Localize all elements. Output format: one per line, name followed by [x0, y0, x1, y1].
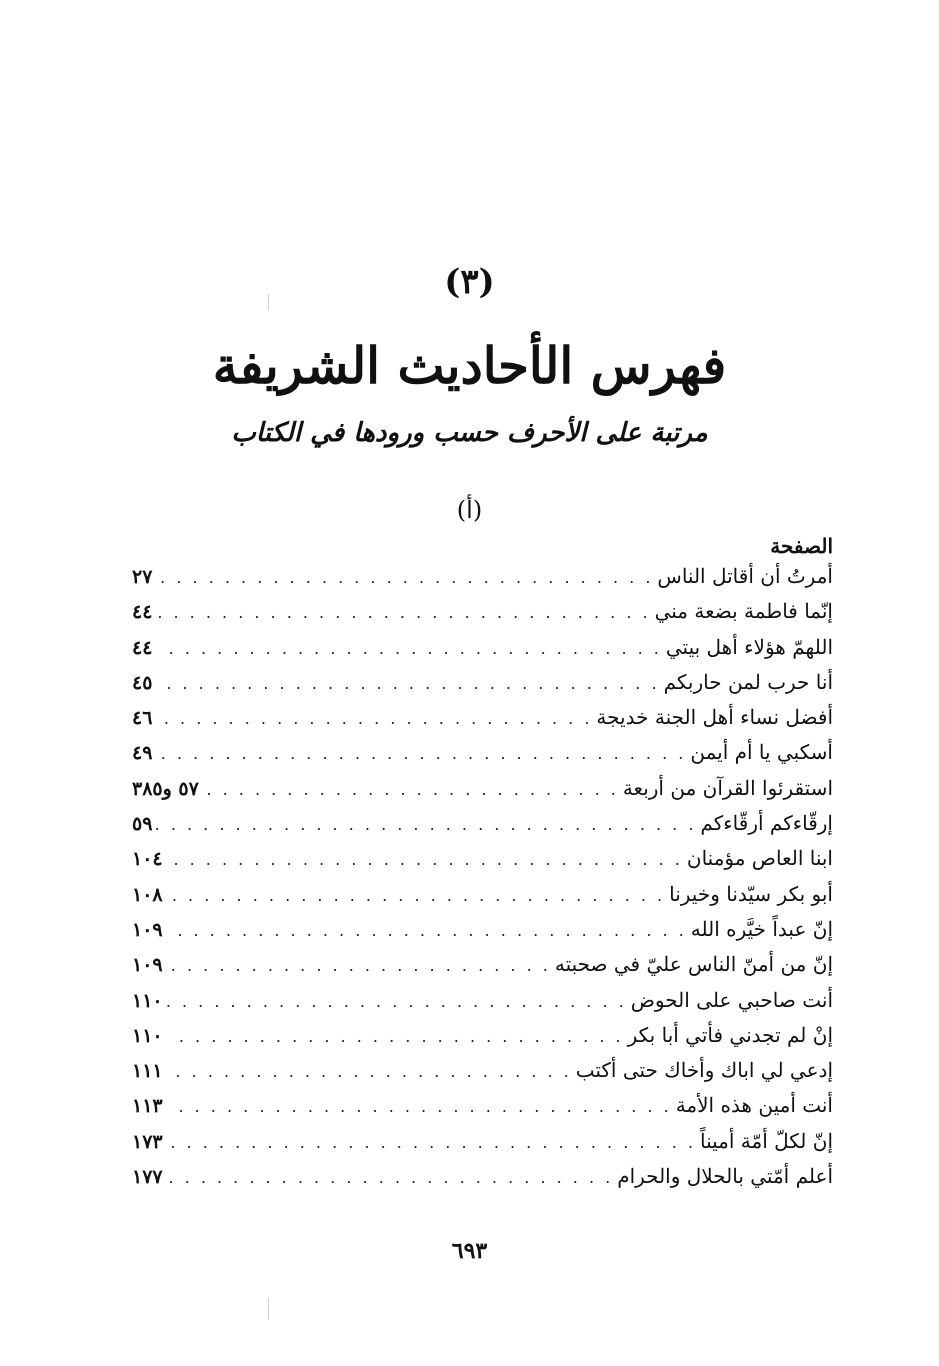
index-title: فهرس الأحاديث الشريفة	[212, 336, 727, 395]
entry-text: إنّ عبداً خيَّره الله	[690, 916, 833, 941]
leader-dots	[167, 992, 627, 1011]
leader-dots	[156, 744, 686, 763]
entry-text: أنا حرب لمن حاربكم	[663, 669, 833, 694]
index-entry	[132, 846, 833, 881]
index-entry	[132, 1023, 833, 1058]
leader-dots	[203, 780, 619, 799]
entry-page-number: ١٠٩	[132, 954, 163, 977]
index-entry	[132, 705, 833, 740]
entry-page-number: ١٧٣	[132, 1130, 163, 1153]
index-entry	[132, 917, 833, 952]
index-entry	[132, 564, 833, 599]
leader-dots	[156, 674, 659, 693]
scan-mark-bottom	[268, 1298, 269, 1320]
index-entry	[132, 599, 833, 634]
entry-text: اللهمّ هؤلاء أهل بيتي	[665, 634, 833, 659]
index-entry	[132, 952, 833, 987]
entry-text: استقرئوا القرآن من أربعة	[622, 775, 833, 800]
entry-text: إنْ لم تجدني فأتي أبا بكر	[627, 1022, 833, 1047]
entry-page-number: ١٧٧	[132, 1166, 163, 1189]
entry-page-number: ٤٤	[132, 601, 153, 624]
chapter-number: (٣)	[444, 262, 495, 302]
leader-dots	[156, 639, 661, 658]
index-entry	[132, 988, 833, 1023]
section-letter-heading: (أ)	[456, 496, 483, 524]
entry-text: أمرتُ أن أقاتل الناس	[657, 564, 833, 588]
leader-dots	[167, 1027, 624, 1046]
leader-dots	[156, 603, 650, 622]
index-subtitle: مرتبة على الأحرف حسب ورودها في الكتاب	[231, 418, 708, 448]
entry-text: إرقّاءكم أرقّاءكم	[700, 811, 833, 836]
entry-page-number: ٢٧	[132, 566, 153, 588]
index-entry	[132, 811, 833, 846]
entry-page-number: ٤٥	[132, 671, 153, 694]
entry-page-number: ٤٤	[132, 636, 153, 659]
entry-text: ابنا العاص مؤمنان	[686, 846, 833, 871]
index-entry	[132, 1058, 833, 1093]
entry-text: أبو بكر سيّدنا وخيرنا	[669, 881, 833, 906]
leader-dots	[167, 921, 687, 940]
entry-text: أنت أمين هذه الأمة	[675, 1093, 833, 1118]
entry-text: أفضل نساء أهل الجنة خديجة	[596, 705, 833, 730]
page-column-header: الصفحة	[770, 534, 833, 558]
entry-page-number: ١١١	[132, 1060, 163, 1083]
page-folio-number: ٦٩٣	[451, 1238, 488, 1264]
entry-text: أسكبي يا أم أيمن	[690, 740, 833, 765]
entry-text: إنّما فاطمة بضعة مني	[654, 599, 833, 624]
entry-page-number: ٤٦	[132, 707, 153, 730]
index-entry	[132, 776, 833, 811]
entry-text: أعلم أمّتي بالحلال والحرام	[617, 1164, 833, 1189]
entry-page-number: ٥٩	[132, 813, 153, 836]
leader-dots	[167, 1062, 572, 1081]
index-entry	[132, 670, 833, 705]
entry-page-number: ٥٧ و٣٨٥	[132, 777, 199, 800]
leader-dots	[167, 850, 683, 869]
entry-page-number: ١٠٤	[132, 848, 163, 871]
entry-text: أنت صاحبي على الحوض	[630, 987, 833, 1012]
entry-page-number: ١١٠	[132, 989, 163, 1012]
leader-dots	[167, 1168, 614, 1187]
entry-page-number: ١١٠	[132, 1024, 163, 1047]
leader-dots	[167, 1097, 672, 1116]
index-entry	[132, 1164, 833, 1199]
entry-text: إنّ من أمنّ الناس عليّ في صحبته	[554, 952, 833, 977]
entry-page-number: ٤٩	[132, 742, 153, 765]
index-entry	[132, 1129, 833, 1164]
entry-text: إنّ لكلّ أمّة أميناً	[699, 1128, 833, 1153]
index-entry	[132, 635, 833, 670]
hadith-index-list	[132, 564, 833, 1199]
leader-dots	[156, 568, 653, 587]
leader-dots	[167, 956, 551, 975]
leader-dots	[156, 709, 592, 728]
entry-page-number: ١٠٨	[132, 883, 163, 906]
index-entry	[132, 1093, 833, 1128]
entry-page-number: ١٠٩	[132, 918, 163, 941]
index-entry	[132, 882, 833, 917]
leader-dots	[156, 815, 696, 834]
entry-page-number: ١١٣	[132, 1095, 163, 1118]
index-entry	[132, 740, 833, 775]
leader-dots	[167, 1133, 696, 1152]
entry-text: إدعي لي اباك وأخاك حتى أكتب	[575, 1058, 833, 1083]
leader-dots	[167, 886, 665, 905]
